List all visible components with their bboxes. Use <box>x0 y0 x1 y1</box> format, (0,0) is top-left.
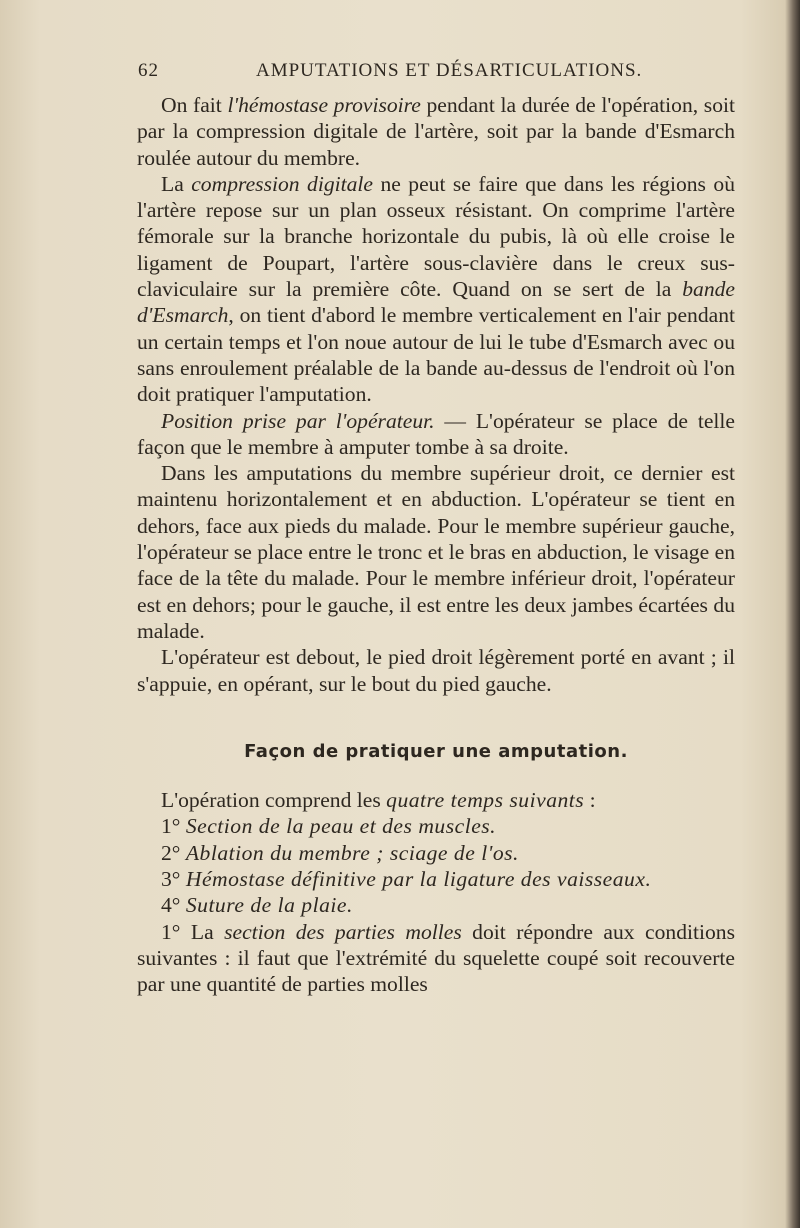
paragraph-hemostase <box>137 92 735 171</box>
page-number: 62 <box>138 60 159 81</box>
step-text: Hémostase définitive par la ligature des vaisseaux. <box>185 867 652 892</box>
section-intro <box>137 787 735 813</box>
text-run: 1° La <box>161 919 225 944</box>
paragraph-compression <box>137 171 735 408</box>
text-run: — L'opérateur se place de telle façon que le membre à amputer tombe à sa droite. <box>137 408 735 459</box>
step-number: 1° <box>161 814 186 839</box>
italic-term: l'hémostase provisoire <box>227 93 421 117</box>
italic-term: section des parties molles <box>224 919 462 944</box>
step-text: Suture de la plaie. <box>185 893 353 918</box>
paragraph-position <box>137 408 735 461</box>
text-run: On fait <box>161 93 228 117</box>
italic-term: quatre temps suivants <box>386 788 585 813</box>
italic-term: compression digitale <box>191 171 373 196</box>
running-title: AMPUTATIONS ET DÉSARTICULATIONS. <box>256 60 643 81</box>
step-number: 4° <box>161 893 186 918</box>
step-text: Ablation du membre ; sciage de l'os. <box>185 840 519 865</box>
step-item <box>137 813 735 839</box>
paragraph-debout: L'opérateur est debout, le pied droit légèrement porté en avant ; il s'appuie, en opérant, sur le bout du pied gauche. <box>137 645 735 696</box>
step-number: 2° <box>161 840 186 865</box>
text-run: L'opération comprend les <box>161 788 387 813</box>
steps-section <box>137 787 735 918</box>
text-run: : <box>584 788 596 813</box>
paragraph-section-parties-molles <box>137 919 735 998</box>
step-item <box>137 866 735 892</box>
text-run: , on tient d'abord le membre verticalement en l'air pendant un certain temps et l'on noue autour de lui le tube d'Esmarch avec ou sans enroulement préalable de la bande au-dessus de l'endroit où l'on doit pratiquer l'amputation. <box>137 303 735 407</box>
section-heading: Façon de pratiquer une amputation. <box>244 740 628 762</box>
running-header <box>138 60 643 84</box>
text-run: pendant la durée de l'opération, soit par la compression digitale de l'artère, soit par la bande d'Esmarch roulée autour du membre. <box>137 93 735 170</box>
step-number: 3° <box>161 867 186 892</box>
italic-subheading: Position prise par l'opérateur. <box>161 408 435 433</box>
step-item <box>137 892 735 918</box>
step-item <box>137 840 735 866</box>
paragraph-amputations: Dans les amputations du membre supérieur droit, ce dernier est maintenu horizontalement et en abduction. L'opérateur se tient en dehors, face aux pieds du malade. Pour le membre supérieur gauche, l'opérateur se place entre le tronc et le bras en abduction, le visage en face de la tête du malade. Pour le membre inférieur droit, l'opérateur est en dehors; pour le gauche, il est entre les deux jambes écartées du malade. <box>137 461 735 643</box>
text-run: ne peut se faire que dans les régions où l'artère repose sur un plan osseux résistant. On comprime l'artère fémorale sur la branche horizontale du pubis, là où elle croise le ligament de Poupart, l'artère sous-clavière dans le creux sus-claviculaire sur la première côte. Quand on se sert de la <box>137 171 735 302</box>
text-run: La <box>161 171 192 196</box>
body-text <box>137 92 735 998</box>
italic-term: bande d'Esmarch <box>137 277 735 328</box>
text-run: doit répondre aux conditions suivantes : il faut que l'extrémité du squelette coupé soit recouverte par une quantité de parties molles <box>137 919 735 997</box>
step-text: Section de la peau et des muscles. <box>185 814 497 839</box>
